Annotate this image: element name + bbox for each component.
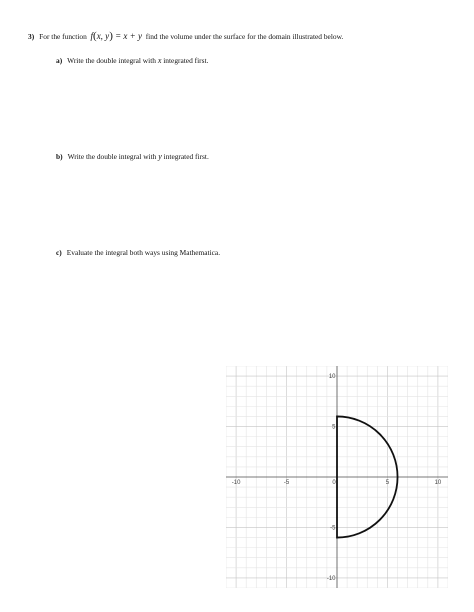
y-tick-label: 10 (328, 374, 336, 381)
x-tick-label: -10 (231, 480, 241, 486)
problem-intro: For the function (39, 32, 87, 41)
part-b-text-after: integrated first. (163, 152, 209, 161)
function-expression: f(x, y) = x + y (90, 30, 142, 42)
x-tick-label: 10 (434, 480, 442, 486)
part-c-text: Evaluate the integral both ways using Mathematica. (66, 248, 221, 257)
part-a-text-after: integrated first. (163, 56, 209, 65)
part-a-label: a) (56, 56, 63, 65)
part-b-variable: y (158, 152, 162, 161)
y-tick-label: -10 (326, 575, 336, 582)
y-tick-label: 5 (332, 424, 336, 431)
part-a-text-before: Write the double integral with (67, 56, 156, 65)
part-c-label: c) (56, 248, 62, 257)
part-b (56, 153, 209, 161)
part-a (56, 57, 208, 65)
x-tick-label: 5 (385, 480, 390, 486)
problem-tail: find the volume under the surface for the domain illustrated below. (145, 32, 344, 41)
problem-number: 3) (28, 32, 35, 41)
part-c (56, 249, 220, 256)
part-a-variable: x (157, 56, 162, 65)
domain-graph-svg (226, 366, 448, 588)
domain-graph (226, 366, 448, 588)
problem-statement (28, 31, 343, 42)
part-b-label: b) (56, 152, 63, 161)
y-tick-label: -5 (330, 525, 336, 532)
part-b-text-before: Write the double integral with (67, 152, 157, 161)
x-tick-label: 0 (332, 480, 336, 486)
x-tick-label: -5 (283, 480, 290, 486)
